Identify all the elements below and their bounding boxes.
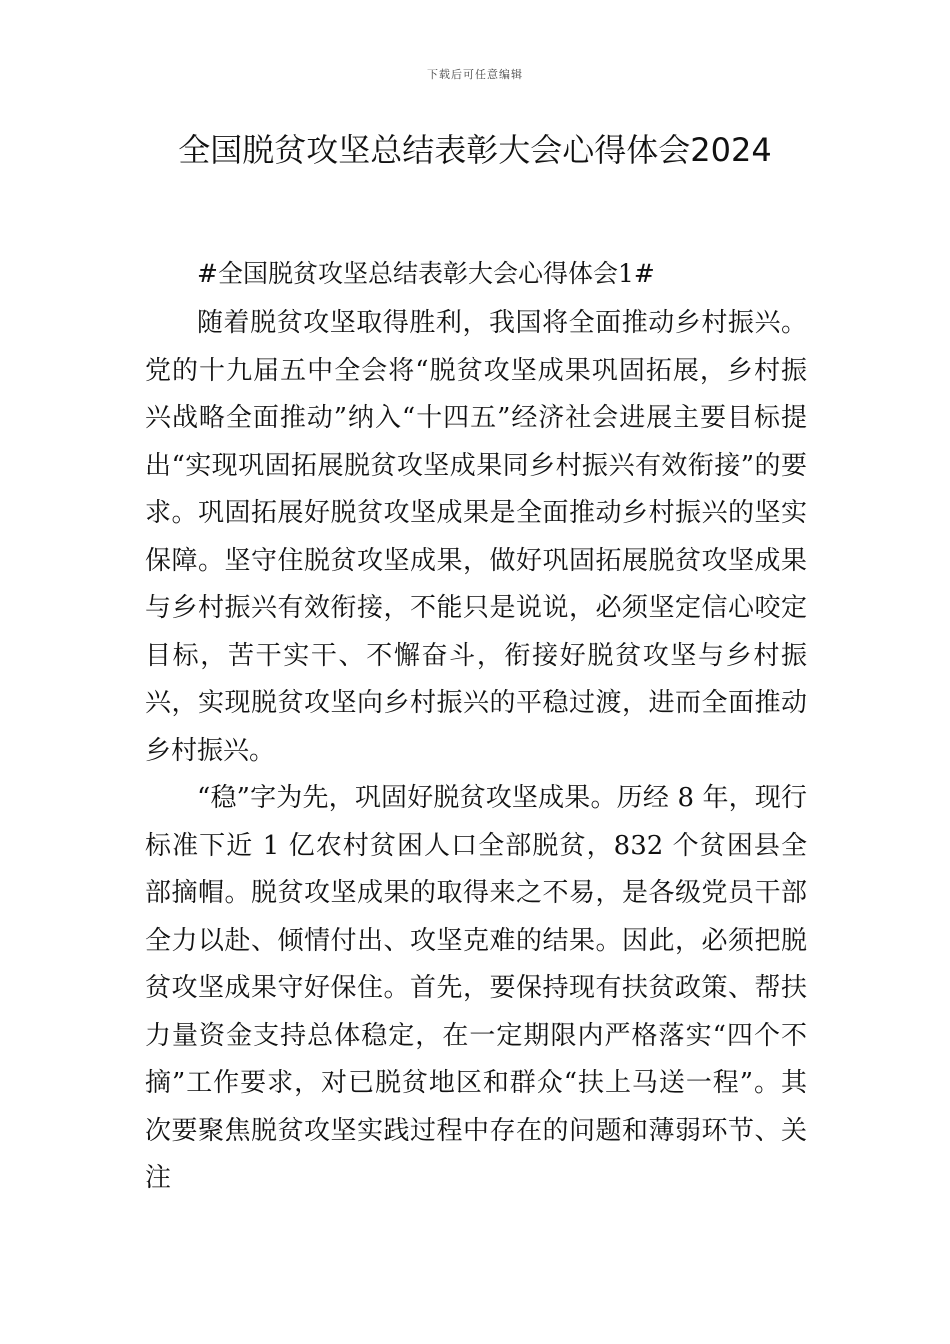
header-note: 下载后可任意编辑 [427,68,523,81]
document-body [145,252,807,1203]
document-title: 全国脱贫攻坚总结表彰大会心得体会2024 [178,131,772,169]
paragraph-1: 随着脱贫攻坚取得胜利，我国将全面推动乡村振兴。党的十九届五中全会将“脱贫攻坚成果巩固拓展，乡村振兴战略全面推动”纳入“十四五”经济社会进展主要目标提出“实现巩固拓展脱贫攻坚成果同乡村振兴有效衔接”的要求。巩固拓展好脱贫攻坚成果是全面推动乡村振兴的坚实保障。坚守住脱贫攻坚成果，做好巩固拓展脱贫攻坚成果与乡村振兴有效衔接，不能只是说说，必须坚定信心咬定目标，苦干实干、不懈奋斗，衔接好脱贫攻坚与乡村振兴，实现脱贫攻坚向乡村振兴的平稳过渡，进而全面推动乡村振兴。 [145,308,807,766]
paragraph-2: “稳”字为先，巩固好脱贫攻坚成果。历经 8 年，现行标准下近 1 亿农村贫困人口全部脱贫，832 个贫困县全部摘帽。脱贫攻坚成果的取得来之不易，是各级党员干部全力以赴、倾情付出、攻坚克难的结果。因此，必须把脱贫攻坚成果守好保住。首先，要保持现有扶贫政策、帮扶力量资金支持总体稳定，在一定期限内严格落实“四个不摘”工作要求，对已脱贫地区和群众“扶上马送一程”。其次要聚焦脱贫攻坚实践过程中存在的问题和薄弱环节、关注 [145,783,807,1193]
section-heading: #全国脱贫攻坚总结表彰大会心得体会1# [197,259,655,288]
